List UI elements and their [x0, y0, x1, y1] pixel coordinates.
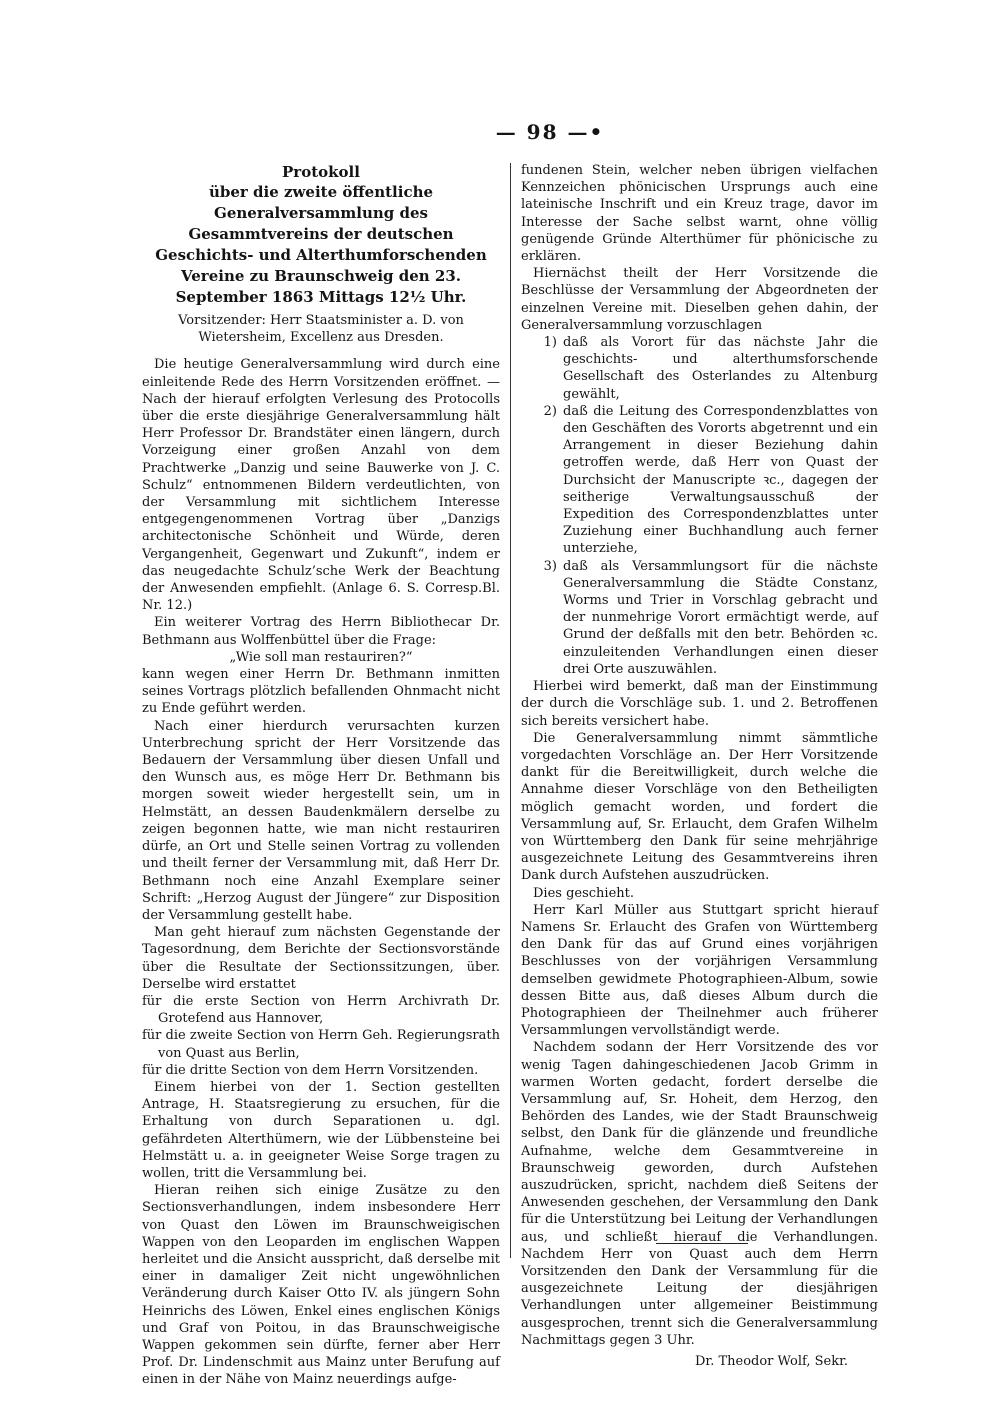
list-item-text: daß als Vorort für das nächste Jahr die geschichts- und alterthumsforschende Gesellschaft des Osterlandes zu Altenburg gewählt,	[563, 335, 878, 402]
paragraph: Man geht hierauf zum nächsten Gegenstande der Tagesordnung, dem Berichte der Sectionsvorstände über die Resultate der Sectionssitzungen, über. Derselbe wird erstattet	[142, 925, 500, 992]
paragraph: Die Generalversammlung nimmt sämmtliche vorgedachten Vorschläge an. Der Herr Vorsitzende dankt für die Bereitwilligkeit, durch welche die Annahme dieser Vorschläge von den Betheiligten möglich gemacht worden, und fordert die Versammlung auf, Sr. Erlaucht, dem Grafen Wilhelm von Württemberg den Dank für seine mehrjährige ausgezeichnete Leitung des Gesammtvereins ihren Dank durch Aufstehen auszudrücken.	[521, 730, 878, 884]
paragraph: Hieran reihen sich einige Zusätze zu den Sectionsverhandlungen, indem insbesondere Herr von Quast den Löwen im Braunschweigischen Wappen von den Leoparden im englischen Wappen herleitet und die Ansicht ausspricht, daß derselbe mit einer in damaliger Zeit nicht ungewöhnlichen Veränderung durch Kaiser Otto IV. als jüngern Sohn Heinrichs des Löwen, Enkel eines englischen Königs und Graf von Poitou, in das Braunschweigische Wappen gekommen sein dürfte, ferner aber Herr Prof. Dr. Lindenschmit aus Mainz unter Berufung auf einen in der Nähe von Mainz neuerdings aufge-	[142, 1183, 500, 1388]
right-column	[521, 162, 878, 1370]
list-item-number: 2)	[543, 403, 557, 419]
signature: Dr. Theodor Wolf, Sekr.	[694, 1354, 848, 1370]
paragraph: Hierbei wird bemerkt, daß man der Einstimmung der durch die Vorschläge sub. 1. und 2. Betroffenen sich bereits versichert habe.	[521, 679, 878, 729]
list-item-number: 3)	[543, 558, 557, 574]
list-item-number: 1)	[543, 335, 557, 351]
paragraph: fundenen Stein, welcher neben übrigen vielfachen Kennzeichen phönicischen Ursprungs auch eine lateinische Inschrift und ein Kreuz trage, davor im Interesse der Sache selbst warnt, ohne völlig genügende Gründe Alterthümer für phönicische zu erklären.	[521, 163, 878, 265]
list-item	[521, 558, 878, 678]
paragraph: Einem hierbei von der 1. Section gestellten Antrage, H. Staatsregierung zu ersuchen, für die Erhaltung von durch Separationen u. dgl. gefährdeten Alterthümern, wie der Lübbensteine bei Helmstätt u. a. in geeigneter Weise Sorge tragen zu wollen, tritt die Versammlung bei.	[142, 1079, 500, 1181]
chair-line: Vorsitzender: Herr Staatsminister a. D. von Wietersheim, Excellenz aus Dresden.	[178, 313, 464, 346]
section-report-3: für die dritte Section von dem Herrn Vorsitzenden.	[142, 1062, 479, 1078]
paragraph: kann wegen einer Herrn Dr. Bethmann inmitten seines Vortrags plötzlich befallenden Ohnmacht nicht zu Ende geführt werden.	[142, 667, 500, 717]
paragraph: Nach einer hierdurch verursachten kurzen Unterbrechung spricht der Herr Vorsitzende das Bedauern der Versammlung über diesen Unfall und den Wunsch aus, es möge Herr Dr. Bethmann bis morgen soweit wieder hergestellt sein, um in Helmstätt, an dessen Baudenkmälern derselbe zu zeigen begonnen hatte, wie man nicht restauriren dürfe, an Ort und Stelle seinen Vortrag zu vollenden und theilt ferner der Versammlung mit, daß Herr Dr. Bethmann noch eine Anzahl Exemplare seiner Schrift: „Herzog August der Jüngere“ zur Disposition der Versammlung gestellt habe.	[142, 718, 500, 923]
quoted-question: „Wie soll man restauriren?“	[229, 649, 413, 665]
closing-rule	[656, 1243, 748, 1244]
paragraph: Hiernächst theilt der Herr Vorsitzende die Beschlüsse der Versammlung der Abgeordneten der einzelnen Vereine mit. Dieselben gehen dahin, der Generalversammlung vorzuschlagen	[521, 266, 878, 333]
paragraph: Ein weiterer Vortrag des Herrn Bibliothecar Dr. Bethmann aus Wolffenbüttel über die Frage:	[142, 615, 500, 648]
paragraph: Die heutige Generalversammlung wird durch eine einleitende Rede des Herrn Vorsitzenden eröffnet. — Nach der hierauf erfolgten Verlesung des Protocolls über die erste diesjährige Generalversammlung hält Herr Professor Dr. Brandstäter einen längern, durch Vorzeigung einer großen Anzahl von dem Prachtwerke „Danzig und seine Bauwerke von J. C. Schulz“ entnommenen Bildern verdeutlichten, von der Versammlung mit sichtlichem Interesse entgegengenommenen Vortrag über „Danzigs architectonische Schönheit und Würde, deren Vergangenheit, Gegenwart und Zukunft“, indem er das neugedachte Schulz’sche Werk der Beachtung der Anwesenden empfiehlt. (Anlage 6. S. Corresp.Bl. Nr. 12.)	[142, 357, 500, 614]
page-number: — 98 —•	[495, 120, 605, 144]
document-title: Protokoll	[282, 163, 360, 181]
list-item	[521, 403, 878, 558]
list-item-text: daß als Versammlungsort für die nächste Generalversammlung die Städte Constanz, Worms und Trier in Vorschlag gebracht und der nunmehrige Vorort ermächtigt werde, auf Grund der deßfalls mit den betr. Behörden ꝛc. einzuleitenden Verhandlungen einen dieser drei Orte auszuwählen.	[563, 558, 878, 677]
list-item	[521, 334, 878, 403]
paragraph: Herr Karl Müller aus Stuttgart spricht hierauf Namens Sr. Erlaucht des Grafen von Württemberg den Dank für das auf Grund eines vorjährigen Beschlusses von der vorjährigen Versammlung demselben gewidmete Photographieen-Album, sowie dessen Bitte aus, daß dieses Album durch die Photographieen der Theilnehmer auch früherer Versammlungen vervollständigt werde.	[521, 902, 878, 1039]
paragraph: Nachdem sodann der Herr Vorsitzende des vor wenig Tagen dahingeschiedenen Jacob Grimm in warmen Worten gedacht, fordert derselbe die Versammlung auf, Sr. Hoheit, dem Herzog, den Behörden des Landes, wie der Stadt Braunschweig selbst, den Dank für die glänzende und freundliche Aufnahme, welche dem Gesammtvereine in Braunschweig geworden, durch Aufstehen auszudrücken, spricht, nachdem dieß Seitens der Anwesenden geschehen, der Versammlung den Dank für die Unterstützung bei Leitung der Verhandlungen aus, und schließt hierauf die Verhandlungen. Nachdem Herr von Quast auch dem Herrn Vorsitzenden den Dank der Versammlung für die ausgezeichnete Leitung der diesjährigen Verhandlungen unter allgemeiner Beistimmung ausgesprochen, trennt sich die Generalversammlung Nachmittags gegen 3 Uhr.	[521, 1040, 878, 1348]
paragraph: Dies geschieht.	[533, 885, 634, 901]
section-report-1: für die erste Section von Herrn Archivrath Dr. Grotefend aus Hannover,	[142, 993, 500, 1027]
proposals-list	[521, 334, 878, 678]
list-item-text: daß die Leitung des Correspondenzblattes von den Geschäften des Vororts abgetrennt und ein Arrangement in dieser Beziehung dahin getroffen werde, daß Herr von Quast der Durchsicht der Manuscripte ꝛc., dagegen der seitherige Verwaltungsausschuß der Expedition des Correspondenzblattes unter Zuziehung einer Buchhandlung auch ferner unterziehe,	[563, 403, 878, 557]
column-divider	[510, 163, 511, 1258]
section-report-2: für die zweite Section von Herrn Geh. Regierungsrath von Quast aus Berlin,	[142, 1028, 500, 1061]
left-column	[142, 162, 500, 1389]
document-subtitle: über die zweite öffentliche Generalversammlung des Gesammtvereins der deutschen Geschichts- und Alterthumforschenden Vereine zu Braunschweig den 23. September 1863 Mittags 12½ Uhr.	[155, 183, 487, 306]
title-block	[142, 162, 500, 308]
